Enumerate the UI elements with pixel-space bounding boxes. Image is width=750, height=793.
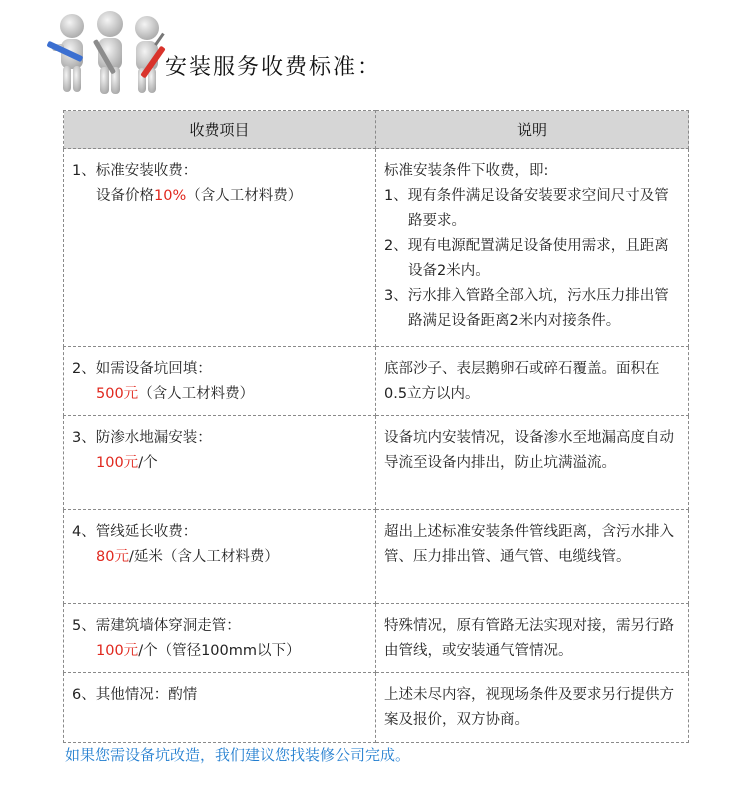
fee-item-title: 3、防渗水地漏安装： xyxy=(72,430,212,446)
description-cell xyxy=(376,149,689,347)
table-row xyxy=(64,149,689,347)
description-cell: 上述未尽内容，视现场条件及要求另行提供方案及报价，双方协商。 xyxy=(376,673,689,743)
fee-item-detail xyxy=(72,184,369,209)
page-header xyxy=(0,0,750,110)
description-cell: 底部沙子、表层鹅卵石或碎石覆盖。面积在0.5立方以内。 xyxy=(376,347,689,416)
table-header-row xyxy=(64,111,689,149)
detail-prefix: 设备价格 xyxy=(96,188,154,204)
fee-item-cell xyxy=(64,416,376,510)
description-item: 1、现有条件满足设备安装要求空间尺寸及管路要求。 xyxy=(384,188,669,229)
fee-table xyxy=(63,110,689,743)
description-cell: 特殊情况，原有管路无法实现对接，需另行路由管线，或安装通气管情况。 xyxy=(376,604,689,673)
fee-item-detail xyxy=(72,545,369,570)
fee-item-detail xyxy=(72,639,369,664)
column-header-fee-item: 收费项目 xyxy=(64,111,376,149)
price-value: 100元 xyxy=(96,643,139,659)
table-row xyxy=(64,347,689,416)
fee-item-title: 2、如需设备坑回填： xyxy=(72,361,212,377)
description-item: 3、污水排入管路全部入坑，污水压力排出管路满足设备距离2米内对接条件。 xyxy=(384,288,669,329)
detail-suffix: （含人工材料费） xyxy=(138,386,255,402)
fee-item-detail xyxy=(72,451,369,476)
footer-note: 如果您需设备坑改造，我们建议您找装修公司完成。 xyxy=(65,746,411,764)
detail-suffix: /延米（含人工材料费） xyxy=(128,549,279,565)
detail-suffix: （含人工材料费） xyxy=(186,188,303,204)
fee-item-cell xyxy=(64,347,376,416)
price-value: 10% xyxy=(154,188,187,204)
fee-item-title: 6、其他情况：酌情 xyxy=(72,687,198,703)
price-value: 500元 xyxy=(96,386,139,402)
fee-item-cell xyxy=(64,673,376,743)
fee-item-cell xyxy=(64,510,376,604)
people-with-tools-icon xyxy=(44,8,174,98)
table-row xyxy=(64,510,689,604)
fee-item-title: 1、标准安装收费： xyxy=(72,163,198,179)
description-cell: 设备坑内安装情况，设备渗水至地漏高度自动导流至设备内排出，防止坑满溢流。 xyxy=(376,416,689,510)
fee-item-detail xyxy=(72,382,369,407)
fee-item-title: 4、管线延长收费： xyxy=(72,524,198,540)
table-row xyxy=(64,604,689,673)
table-row xyxy=(64,673,689,743)
detail-suffix: /个（管径100mm以下） xyxy=(138,643,301,659)
description-item: 2、现有电源配置满足设备使用需求，且距离设备2米内。 xyxy=(384,238,669,279)
description-cell: 超出上述标准安装条件管线距离，含污水排入管、压力排出管、通气管、电缆线管。 xyxy=(376,510,689,604)
table-row xyxy=(64,416,689,510)
fee-item-cell xyxy=(64,149,376,347)
fee-item-cell xyxy=(64,604,376,673)
price-value: 80元 xyxy=(96,549,129,565)
column-header-description: 说明 xyxy=(376,111,689,149)
fee-item-title: 5、需建筑墙体穿洞走管： xyxy=(72,618,241,634)
price-value: 100元 xyxy=(96,455,139,471)
page-title: 安装服务收费标准： xyxy=(165,55,382,80)
description-intro: 标准安装条件下收费，即: xyxy=(384,163,549,179)
detail-suffix: /个 xyxy=(138,455,158,471)
